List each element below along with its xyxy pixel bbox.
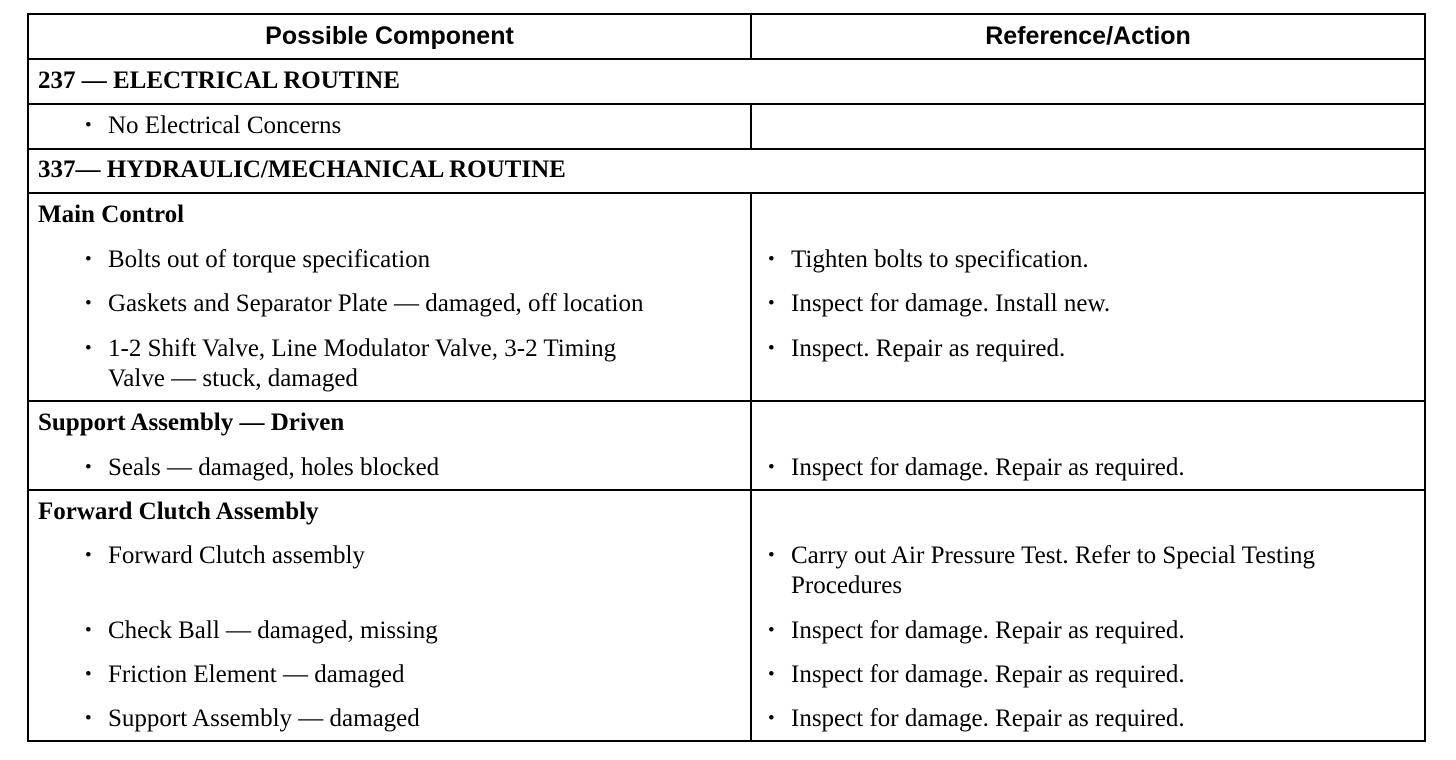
- action-bolts: Tighten bolts to specification.: [791, 246, 1089, 273]
- column-divider: [750, 194, 752, 400]
- component-friction-element: Friction Element — damaged: [108, 661, 405, 688]
- component-shift-valve-line2: Valve — stuck, damaged: [108, 365, 358, 392]
- section-337-title-row: [29, 150, 1424, 194]
- component-support-assembly: Support Assembly — damaged: [108, 705, 420, 732]
- component-seals: Seals — damaged, holes blocked: [108, 454, 440, 481]
- component-gaskets: Gaskets and Separator Plate — damaged, off location: [108, 290, 644, 317]
- bullet-icon: •: [768, 620, 775, 641]
- component-forward-clutch: Forward Clutch assembly: [108, 542, 365, 569]
- bullet-icon: •: [768, 708, 775, 729]
- bullet-icon: •: [85, 293, 92, 314]
- column-divider: [750, 491, 752, 740]
- action-gaskets: Inspect for damage. Install new.: [791, 290, 1111, 317]
- group-title-main-control: Main Control: [38, 201, 185, 228]
- action-shift-valve: Inspect. Repair as required.: [791, 335, 1066, 362]
- group-title-support-assembly-driven: Support Assembly — Driven: [38, 409, 345, 436]
- section-337-title: 337— HYDRAULIC/MECHANICAL ROUTINE: [38, 156, 566, 183]
- column-divider: [750, 402, 752, 489]
- bullet-icon: •: [85, 115, 92, 136]
- diagnosis-table: [27, 13, 1426, 742]
- action-support-assembly: Inspect for damage. Repair as required.: [791, 705, 1185, 732]
- group-title-forward-clutch-assembly: Forward Clutch Assembly: [38, 498, 319, 525]
- section-237-title-row: [29, 60, 1424, 105]
- component-shift-valve-line1: 1-2 Shift Valve, Line Modulator Valve, 3-2 Timing: [108, 335, 617, 362]
- bullet-icon: •: [85, 545, 92, 566]
- bullet-icon: •: [85, 708, 92, 729]
- bullet-icon: •: [85, 664, 92, 685]
- group-forward-clutch-assembly: [29, 491, 1424, 740]
- header-possible-component: Possible Component: [265, 22, 514, 50]
- group-main-control: [29, 194, 1424, 402]
- bullet-icon: •: [85, 457, 92, 478]
- bullet-icon: •: [85, 620, 92, 641]
- action-friction-element: Inspect for damage. Repair as required.: [791, 661, 1185, 688]
- bullet-icon: •: [768, 293, 775, 314]
- action-forward-clutch-line2: Procedures: [791, 572, 903, 599]
- bullet-icon: •: [768, 664, 775, 685]
- column-divider: [750, 105, 752, 148]
- section-237-title: 237 — ELECTRICAL ROUTINE: [38, 67, 400, 94]
- bullet-icon: •: [768, 545, 775, 566]
- bullet-icon: •: [85, 338, 92, 359]
- action-check-ball: Inspect for damage. Repair as required.: [791, 617, 1185, 644]
- action-forward-clutch-line1: Carry out Air Pressure Test. Refer to Special Testing: [791, 542, 1315, 569]
- bullet-icon: •: [768, 249, 775, 270]
- action-seals: Inspect for damage. Repair as required.: [791, 454, 1185, 481]
- component-check-ball: Check Ball — damaged, missing: [108, 617, 438, 644]
- table-row: [29, 105, 1424, 150]
- group-support-assembly-driven: [29, 402, 1424, 491]
- bullet-icon: •: [85, 249, 92, 270]
- component-no-electrical-concerns: No Electrical Concerns: [108, 112, 342, 139]
- bullet-icon: •: [768, 457, 775, 478]
- header-reference-action: Reference/Action: [985, 22, 1191, 50]
- component-bolts: Bolts out of torque specification: [108, 246, 431, 273]
- bullet-icon: •: [768, 338, 775, 359]
- table-header-row: [29, 15, 1424, 60]
